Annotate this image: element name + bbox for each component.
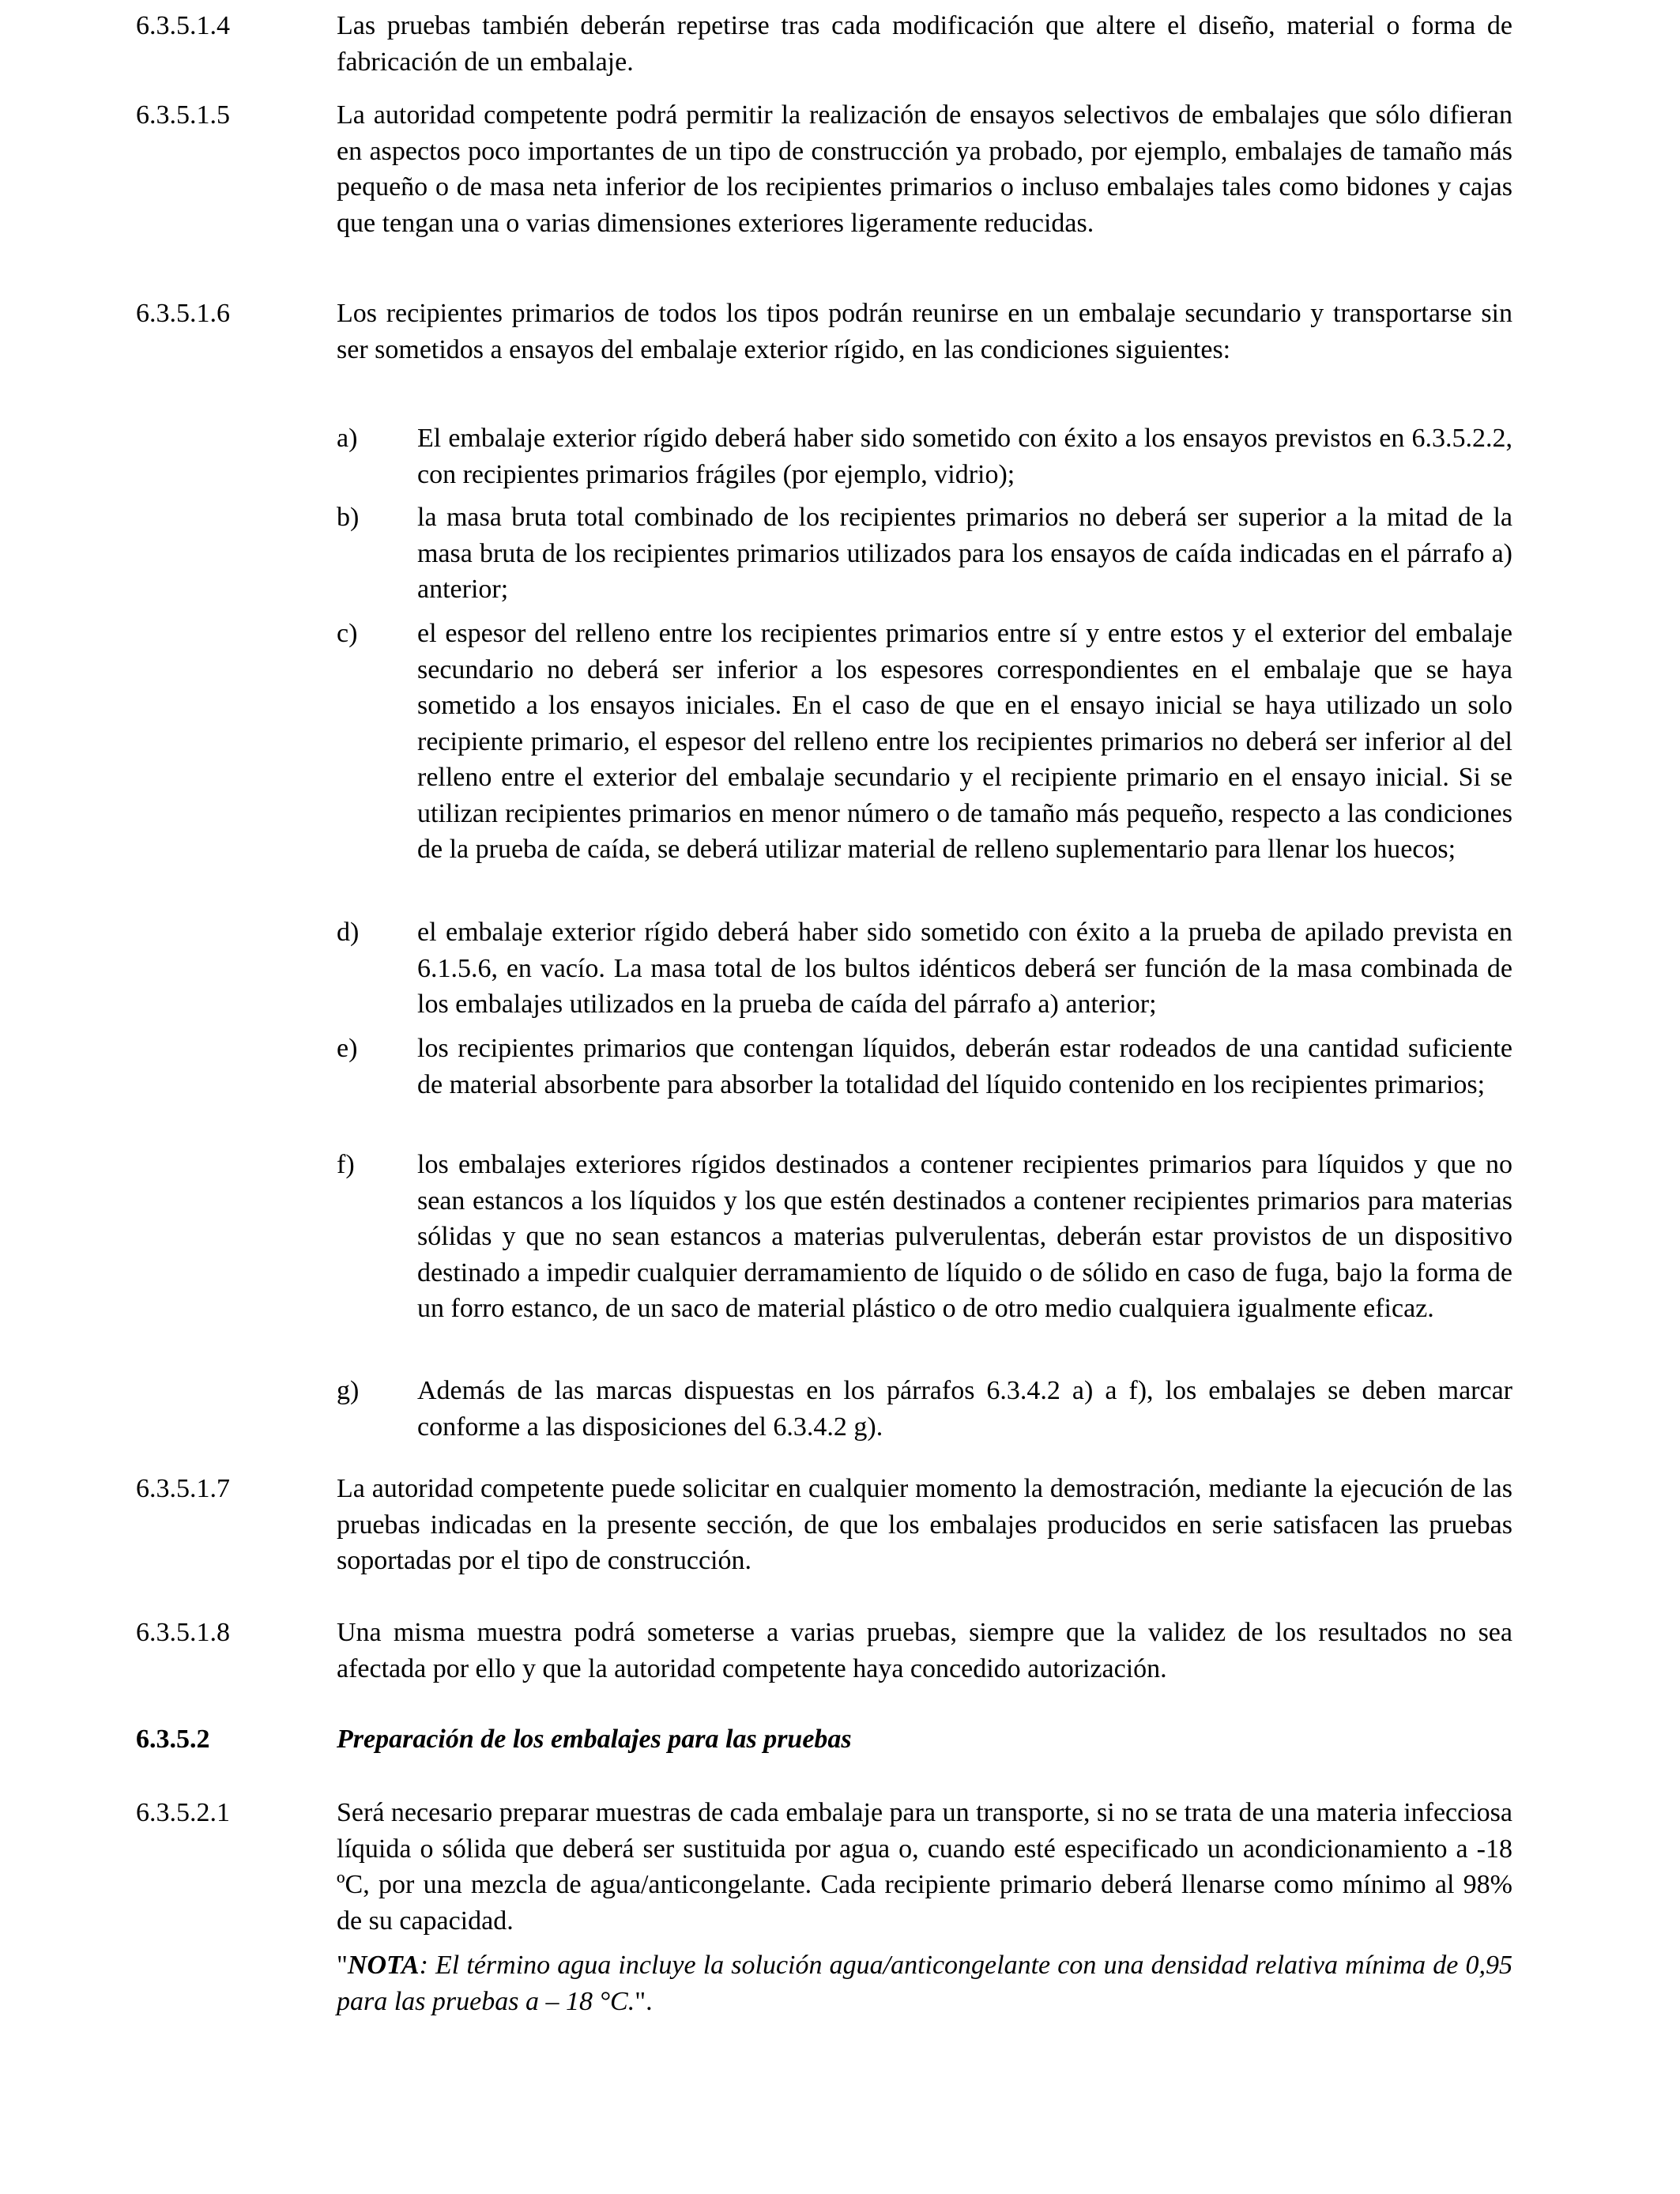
paragraph-6-3-5-1-8 [136, 1615, 1512, 1687]
paragraph-6-3-5-1-4 [136, 8, 1512, 80]
paragraph-text: Una misma muestra podrá someterse a varias pruebas, siempre que la validez de los resultados no sea afectada por ello y que la autoridad competente haya concedido autorización. [337, 1618, 1512, 1683]
list-item-text: la masa bruta total combinado de los recipientes primarios no deberá ser superior a la mitad de la masa bruta de los recipientes primarios utilizados para los ensayos de caída indicadas en el párrafo a) anterior; [417, 503, 1512, 604]
section-heading-6-3-5-2 [136, 1721, 1512, 1758]
paragraph-text: Las pruebas también deberán repetirse tras cada modificación que altere el diseño, material o forma de fabricación de un embalaje. [337, 11, 1512, 77]
paragraph-6-3-5-1-6 [136, 296, 1512, 368]
list-item-b [337, 499, 1512, 608]
list-item-letter: f) [337, 1150, 355, 1179]
list-item-letter: a) [337, 424, 358, 453]
note-text: : El término agua incluye la solución agua/anticongelante con una densidad relativa mínima de 0,95 para las pruebas a – 18 °C. [337, 1951, 1512, 2016]
paragraph-6-3-5-1-7 [136, 1471, 1512, 1579]
note-open-quote: " [337, 1951, 348, 1980]
paragraph-text: La autoridad competente podrá permitir la realización de ensayos selectivos de embalajes que sólo difieran en aspectos poco importantes de un tipo de construcción ya probado, por ejemplo, embalajes de tamaño más pequeño o de masa neta inferior de los recipientes primarios o incluso embalajes tales como bidones y cajas que tengan una o varias dimensiones exteriores ligeramente reducidas. [337, 100, 1512, 238]
list-item-letter: b) [337, 503, 360, 532]
paragraph-number: 6.3.5.1.6 [136, 299, 230, 328]
list-item-letter: c) [337, 619, 358, 648]
list-item-letter: e) [337, 1034, 358, 1063]
list-item-d [337, 914, 1512, 1023]
section-title: Preparación de los embalajes para las pruebas [337, 1725, 852, 1754]
list-item-text: los recipientes primarios que contengan líquidos, deberán estar rodeados de una cantidad suficiente de material absorbente para absorber la totalidad del líquido contenido en los recipientes primarios; [417, 1034, 1512, 1099]
list-item-g [337, 1373, 1512, 1445]
list-item-text: Además de las marcas dispuestas en los párrafos 6.3.4.2 a) a f), los embalajes se deben marcar conforme a las disposiciones del 6.3.4.2 g). [417, 1376, 1512, 1442]
list-item-text: El embalaje exterior rígido deberá haber sido sometido con éxito a los ensayos previstos en 6.3.5.2.2, con recipientes primarios frágiles (por ejemplo, vidrio); [417, 424, 1512, 489]
note-close-quote: ". [635, 1986, 653, 2016]
list-item-letter: d) [337, 918, 360, 947]
paragraph-number: 6.3.5.1.7 [136, 1474, 230, 1503]
paragraph-number: 6.3.5.1.8 [136, 1618, 230, 1647]
paragraph-6-3-5-1-5 [136, 97, 1512, 241]
list-item-text: los embalajes exteriores rígidos destinados a contener recipientes primarios para líquidos y que no sean estancos a los líquidos y los que estén destinados a contener recipientes primarios para materias sólidas y que no sean estancos a materias pulverulentas, deberán estar provistos de un dispositivo destinado a impedir cualquier derramamiento de líquido o de sólido en caso de fuga, bajo la forma de un forro estanco, de un saco de material plástico o de otro medio cualquiera igualmente eficaz. [417, 1150, 1512, 1323]
list-item-c [337, 616, 1512, 868]
paragraph-number: 6.3.5.1.5 [136, 100, 230, 130]
note-label: NOTA [347, 1951, 420, 1980]
paragraph-number: 6.3.5.2.1 [136, 1798, 230, 1827]
paragraph-6-3-5-2-1 [136, 1795, 1512, 1939]
section-number: 6.3.5.2 [136, 1725, 210, 1754]
note [337, 1947, 1512, 2019]
paragraph-number: 6.3.5.1.4 [136, 11, 230, 40]
paragraph-text: La autoridad competente puede solicitar en cualquier momento la demostración, mediante la ejecución de las pruebas indicadas en la presente sección, de que los embalajes producidos en serie satisfacen las pruebas soportadas por el tipo de construcción. [337, 1474, 1512, 1575]
list-item-a [337, 420, 1512, 492]
list-item-text: el espesor del relleno entre los recipientes primarios entre sí y entre estos y el exterior del embalaje secundario no deberá ser inferior a los espesores correspondientes en el embalaje que se haya sometido a los ensayos iniciales. En el caso de que en el ensayo inicial se haya utilizado un solo recipiente primario, el espesor del relleno entre los recipientes primarios no deberá ser inferior al del relleno entre el exterior del embalaje secundario y el recipiente primario en el ensayo inicial. Si se utilizan recipientes primarios en menor número o de tamaño más pequeño, respecto a las condiciones de la prueba de caída, se deberá utilizar material de relleno suplementario para llenar los huecos; [417, 619, 1512, 864]
paragraph-text: Será necesario preparar muestras de cada embalaje para un transporte, si no se trata de una materia infecciosa líquida o sólida que deberá ser sustituida por agua o, cuando esté especificado un acondicionamiento a -18 ºC, por una mezcla de agua/anticongelante. Cada recipiente primario deberá llenarse como mínimo al 98% de su capacidad. [337, 1798, 1512, 1936]
list-item-letter: g) [337, 1376, 360, 1405]
paragraph-text: Los recipientes primarios de todos los tipos podrán reunirse en un embalaje secundario y transportarse sin ser sometidos a ensayos del embalaje exterior rígido, en las condiciones siguientes: [337, 299, 1512, 364]
list-item-e [337, 1031, 1512, 1103]
list-item-f [337, 1147, 1512, 1327]
list-item-text: el embalaje exterior rígido deberá haber sido sometido con éxito a la prueba de apilado prevista en 6.1.5.6, en vacío. La masa total de los bultos idénticos deberá ser función de la masa combinada de los embalajes utilizados en la prueba de caída del párrafo a) anterior; [417, 918, 1512, 1019]
